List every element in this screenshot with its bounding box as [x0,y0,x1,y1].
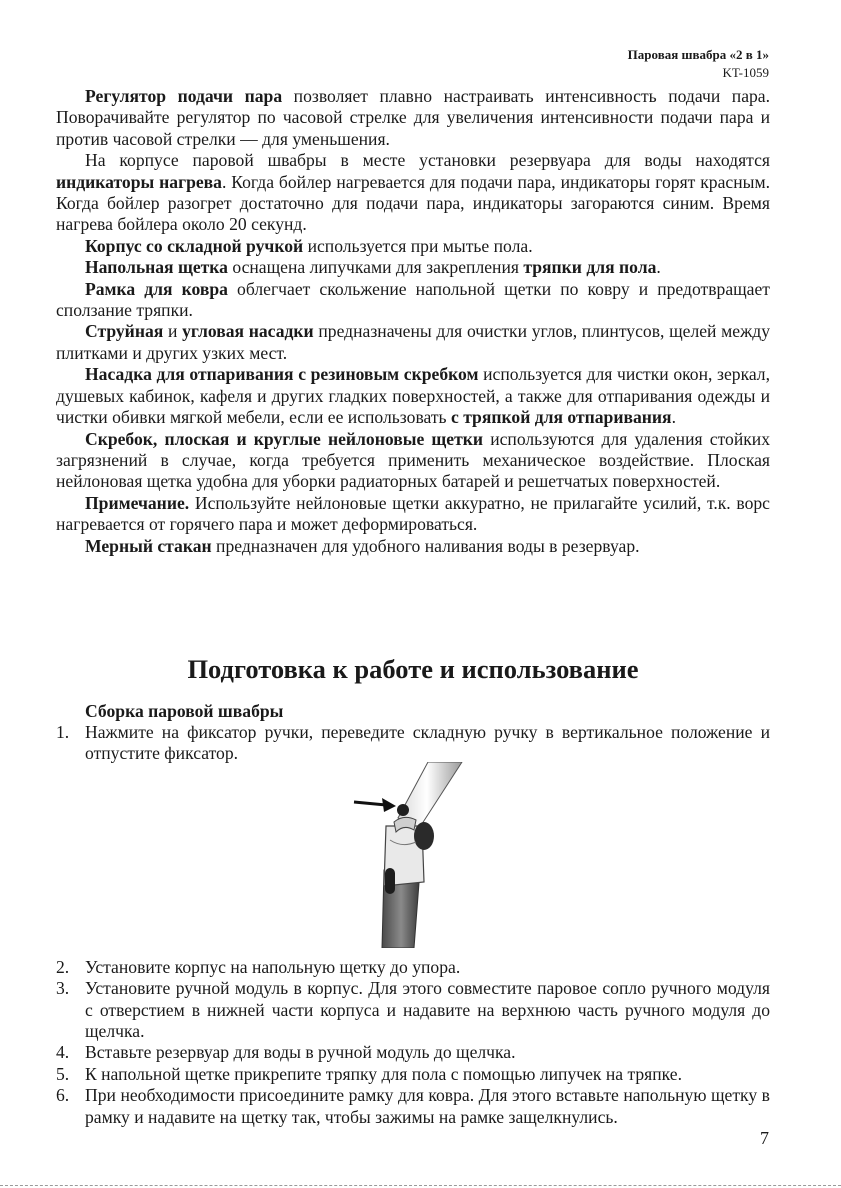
term-bold: Струйная [85,321,164,342]
paragraph-text: . Когда бойлер нагревается для подачи пара, индикаторы горят красным. Когда бойлер разогрет достаточно для подачи пара, индикаторы загораются синим. Время нагрева бойлера около 20 секунд. [56,171,770,235]
description-paragraph [56,257,770,278]
term-bold: Мерный стакан [85,535,212,556]
paragraph-text: позволяет плавно настраивать интенсивность подачи пара. Поворачивайте регулятор по часовой стрелке для увеличения интенсивности подачи пара и против часовой стрелки — для уменьшения. [56,86,771,149]
step-number: 2. [56,956,70,977]
page-number: 7 [760,1128,769,1148]
paragraph-text: . [671,407,676,428]
paragraph-text: используются для удаления стойких загрязнений в случае, когда требуется применить механическое воздействие. Плоская нейлоновая щетка удобна для уборки радиаторных батарей и решетчатых поверхностей. [56,428,770,492]
step-item [56,1064,770,1085]
description-paragraph [56,493,770,536]
paragraph-text: предназначен для удобного наливания воды в резервуар. [211,535,640,556]
description-paragraph [56,364,770,428]
term-bold: угловая насадки [182,321,314,342]
arrow-head [382,798,396,812]
paragraph-text: Используйте нейлоновые щетки аккуратно, не прилагайте усилий, т.к. ворс нагревается от горячего пара и может деформироваться. [56,492,770,535]
paragraph-text: и [163,321,183,342]
step-item [56,1085,770,1128]
term-bold: Напольная щетка [85,257,228,278]
term-bold: Регулятор подачи пара [85,86,283,106]
step-text: К напольной щетке прикрепите тряпку для пола с помощью липучек на тряпке. [85,1063,682,1084]
paragraph-text: На корпусе паровой швабры в месте установки резервуара для воды находятся [85,150,770,171]
model-number: KT-1059 [722,65,769,80]
step-number: 4. [56,1042,70,1063]
step-text: При необходимости присоедините рамку для ковра. Для этого вставьте напольную щетку в рамку и надавите на щетку так, чтобы зажимы на рамке защелкнулись. [85,1085,770,1127]
step-text: Установите корпус на напольную щетку до упора. [85,956,461,977]
component-descriptions [56,86,770,557]
paragraph-text: . [656,257,661,278]
description-paragraph [56,150,770,236]
section-title: Подготовка к работе и использование [187,654,639,684]
term-bold: Рамка для ковра [85,278,228,299]
description-paragraph [56,429,770,493]
hinge-knob [414,822,434,850]
document-title: Паровая швабра «2 в 1» [627,47,769,62]
paragraph-text: используется при мытье пола. [303,235,533,256]
term-bold: индикаторы нагрева [56,171,222,192]
term-bold: Скребок, плоская и круглые нейлоновые щетки [85,428,484,449]
term-bold: Корпус со складной ручкой [85,235,304,256]
description-paragraph [56,321,770,364]
term-bold: Примечание. [85,492,190,513]
arrow-shaft [354,802,386,805]
step-number: 3. [56,978,70,999]
term-bold: с тряпкой для отпаривания [450,407,672,428]
paragraph-text: облегчает скольжение напольной щетки по ковру и предотвращает сползание тряпки. [56,278,770,321]
step-item [56,1042,770,1063]
step-number: 5. [56,1063,70,1084]
subheading-assembly: Сборка паровой швабры [85,701,284,721]
description-paragraph [56,536,770,557]
page-header [628,46,769,82]
step-text: Нажмите на фиксатор ручки, переведите складную ручку в вертикальное положение и отпустите фиксатор. [85,722,770,764]
step-item [56,722,770,765]
side-slot [385,868,395,894]
description-paragraph [56,279,770,322]
latch-button [397,804,409,816]
step-item [56,978,770,1042]
paragraph-text: используется для чистки окон, зеркал, душевых кабинок, кафеля и других гладких поверхностей, а также для отпаривания одежды и чистки обивки мягкой мебели, если ее использовать [56,364,770,428]
paragraph-text: предназначены для очистки углов, плинтусов, щелей между плитками и других узких мест. [56,321,771,363]
description-paragraph [56,86,770,150]
term-bold: тряпки для пола [523,257,657,278]
description-paragraph [56,236,770,257]
step-item [56,957,770,978]
footer-divider [0,1185,841,1186]
step-number: 1. [56,722,70,742]
step-number: 6. [56,1085,70,1106]
paragraph-text: оснащена липучками для закрепления [227,257,524,278]
handle-latch-illustration [340,762,470,948]
step-text: Вставьте резервуар для воды в ручной модуль до щелчка. [85,1042,516,1063]
term-bold: Насадка для отпаривания с резиновым скребком [85,364,479,385]
step-text: Установите ручной модуль в корпус. Для этого совместите паровое сопло ручного модуля с отверстием в нижней части корпуса и надавите на верхнюю часть ручного модуля до щелчка. [85,978,770,1042]
